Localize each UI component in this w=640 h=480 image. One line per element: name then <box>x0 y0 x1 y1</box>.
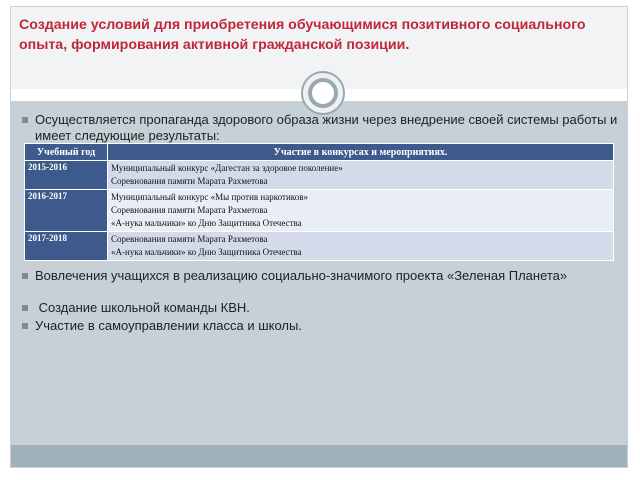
slide-title: Создание условий для приобретения обучающимися позитивного социального опыта, формирования активной гражданской позиции. <box>19 17 586 53</box>
bullet-item <box>22 318 620 334</box>
header-events: Участие в конкурсах и мероприятиях. <box>108 144 614 161</box>
results-table <box>24 143 614 261</box>
year-cell: 2017-2018 <box>25 232 108 261</box>
event-item: Соревнования памяти Марата Рахметова <box>111 176 268 186</box>
bullet-item <box>22 300 620 316</box>
events-cell <box>108 232 614 261</box>
event-item: Муниципальный конкурс «Мы против наркотиков» <box>111 192 308 202</box>
bullet-square-icon <box>22 323 28 329</box>
year-cell: 2016-2017 <box>25 190 108 232</box>
year-cell: 2015-2016 <box>25 161 108 190</box>
event-item: «А-нука мальчики» ко Дню Защитника Отечества <box>111 218 302 228</box>
event-item: Соревнования памяти Марата Рахметова <box>111 205 268 215</box>
bullet-square-icon <box>22 117 28 123</box>
bullet-text: Вовлечения учащихся в реализацию социально-значимого проекта «Зеленая Планета» <box>35 268 568 283</box>
bullet-item <box>22 112 620 144</box>
events-cell <box>108 161 614 190</box>
table-row <box>25 190 614 232</box>
ring-ornament-icon <box>301 71 345 115</box>
bullet-text: Осуществляется пропаганда здорового образа жизни через внедрение своей системы работы и имеет следующие результаты: <box>35 112 618 143</box>
header-year: Учебный год <box>25 144 108 161</box>
event-item: «А-нука мальчики» ко Дню Защитника Отечества <box>111 247 302 257</box>
events-cell <box>108 190 614 232</box>
bullet-text: Создание школьной команды КВН. <box>35 300 250 315</box>
event-item: Соревнования памяти Марата Рахметова <box>111 234 268 244</box>
event-item: Муниципальный конкурс «Дагестан за здоровое поколение» <box>111 163 343 173</box>
table-row <box>25 161 614 190</box>
bullet-square-icon <box>22 273 28 279</box>
table-row <box>25 232 614 261</box>
bullet-text: Участие в самоуправлении класса и школы. <box>35 318 302 333</box>
bullet-item <box>22 268 620 284</box>
footer-band <box>11 445 627 467</box>
table-header-row <box>25 144 614 161</box>
bullet-square-icon <box>22 305 28 311</box>
